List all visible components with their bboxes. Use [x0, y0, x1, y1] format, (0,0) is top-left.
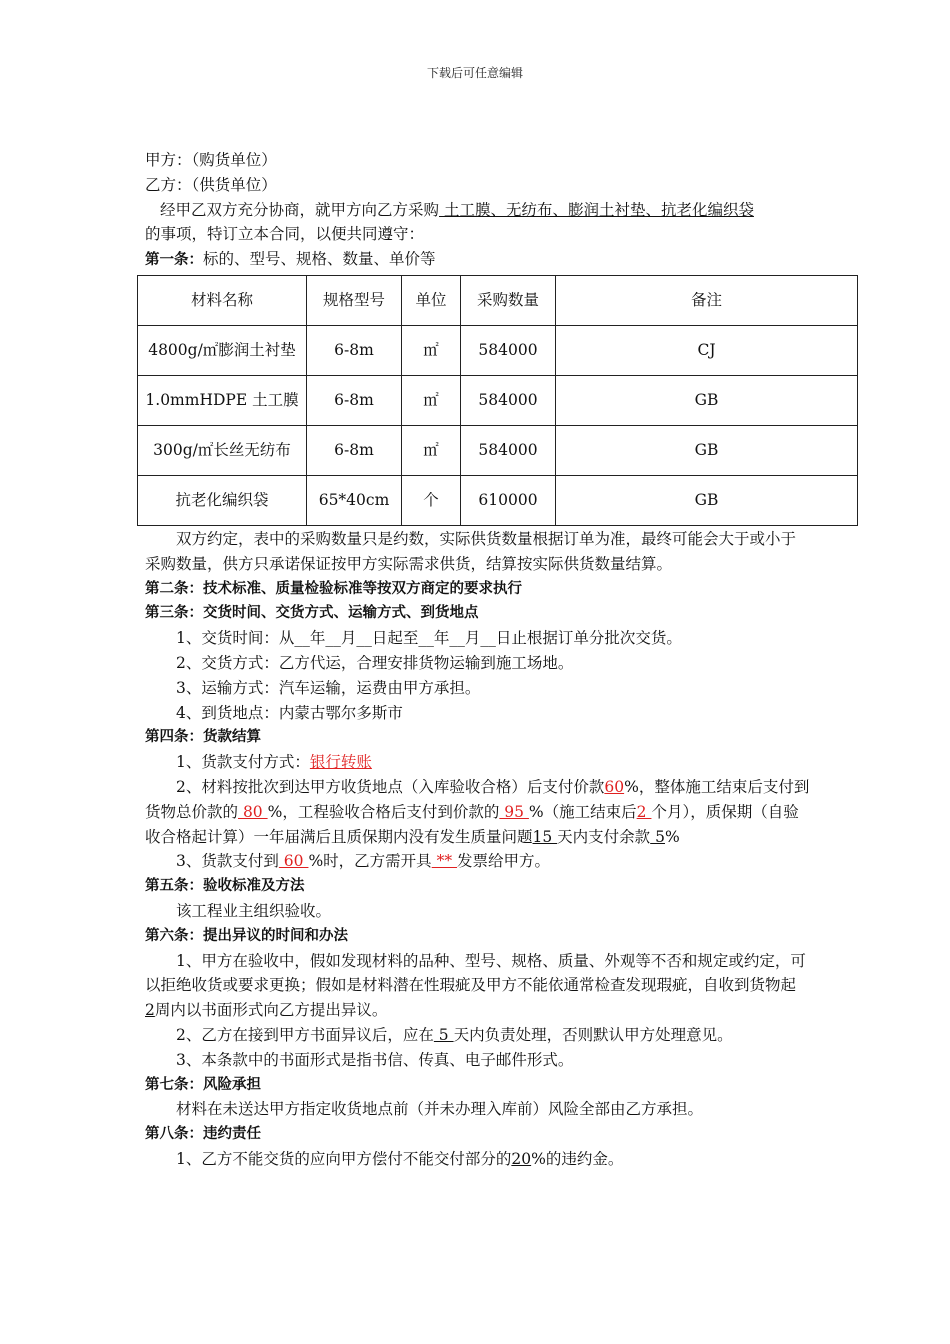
cell-unit: ㎡	[402, 325, 461, 375]
intro-paragraph	[145, 198, 810, 248]
payment-percent-balance: 5	[650, 827, 665, 846]
cell-remark: GB	[556, 475, 858, 525]
penalty-percent: 20	[511, 1149, 532, 1168]
cell-quantity: 584000	[461, 375, 556, 425]
cell-remark: CJ	[556, 325, 858, 375]
article2-title: 第二条：技术标准、质量检验标准等按双方商定的要求执行	[145, 580, 522, 597]
article6-para-1	[145, 949, 810, 1023]
cell-spec: 6-8m	[307, 375, 402, 425]
article1-title-rest: 标的、型号、规格、数量、单价等	[203, 250, 436, 269]
table-row	[138, 475, 858, 525]
payment-percent-construction: 80	[238, 802, 268, 821]
handling-days: 5	[433, 1025, 454, 1044]
article1-title	[145, 247, 810, 273]
article3-item-delivery-method: 2、交货方式：乙方代运，合理安排货物运输到施工场地。	[176, 653, 574, 672]
header-cell-unit: 单位	[402, 275, 461, 325]
table-row	[138, 325, 858, 375]
party-b-line: 乙方：（供货单位）	[145, 175, 277, 194]
header-cell-quantity: 采购数量	[461, 275, 556, 325]
payment-text-1: 2、材料按批次到达甲方收货地点（入库验收合格）后支付价款	[176, 777, 605, 796]
article8-title: 第八条：违约责任	[145, 1126, 261, 1143]
header-cell-spec: 规格型号	[307, 275, 402, 325]
cell-unit: ㎡	[402, 425, 461, 475]
intro-before: 经甲乙双方充分协商，就甲方向乙方采购	[160, 200, 440, 219]
article6-title: 第六条：提出异议的时间和办法	[145, 927, 348, 944]
header-cell-remark: 备注	[556, 275, 858, 325]
handling-text-2: 天内负责处理，否则默认甲方处理意见。	[453, 1025, 733, 1044]
cell-name: 300g/㎡长丝无纺布	[138, 425, 307, 475]
penalty-text-2: %的违约金。	[531, 1149, 624, 1168]
article8-para-1	[145, 1147, 810, 1172]
payment-text-5: 个月），质保期（自验收合格起计算）一年届满后且质保期内没有发生质量问题	[145, 802, 799, 846]
table-row	[138, 425, 858, 475]
penalty-text-1: 1、乙方不能交货的应向甲方偿付不能交付部分的	[176, 1149, 512, 1168]
article3-title: 第三条：交货时间、交货方式、运输方式、到货地点	[145, 605, 479, 622]
header-cell-name: 材料名称	[138, 275, 307, 325]
invoice-text-2: %时，乙方需开具	[308, 852, 432, 871]
cell-name: 1.0mmHDPE 土工膜	[138, 375, 307, 425]
payment-text-3: %，工程验收合格后支付到价款的	[267, 802, 500, 821]
article3-item-transport: 3、运输方式：汽车运输，运费由甲方承担。	[176, 678, 481, 697]
table-row	[138, 375, 858, 425]
article6-para-3: 3、本条款中的书面形式是指书信、传真、电子邮件形式。	[176, 1050, 574, 1069]
materials-table	[137, 275, 858, 526]
cell-spec: 6-8m	[307, 425, 402, 475]
invoice-percent: 60	[278, 852, 309, 871]
invoice-type: **	[431, 852, 458, 871]
objection-text-1: 1、甲方在验收中，假如发现材料的品种、型号、规格、质量、外观等不否和规定或约定，可以拒绝收货或要求更换；假如是材料潜在性瑕疵及甲方不能依通常检查发现瑕疵，自收到货物起	[145, 951, 806, 995]
cell-quantity: 584000	[461, 325, 556, 375]
article5-title: 第五条：验收标准及方法	[145, 878, 305, 895]
cell-unit: 个	[402, 475, 461, 525]
article4-invoice	[145, 849, 810, 874]
article1-title-bold: 第一条：	[145, 252, 203, 269]
article7-title: 第七条：风险承担	[145, 1076, 261, 1093]
article4-title: 第四条：货款结算	[145, 729, 261, 746]
cell-quantity: 610000	[461, 475, 556, 525]
intro-after: 的事项，特订立本合同，以便共同遵守：	[145, 225, 425, 244]
article3-item-delivery-time: 1、交货时间：从__年__月__日起至__年__月__日止根据订单分批次交货。	[176, 629, 682, 648]
cell-spec: 65*40cm	[307, 475, 402, 525]
payment-text-6: 天内支付余款	[557, 827, 651, 846]
article4-pay-method	[145, 750, 810, 775]
article7-text: 材料在未送达甲方指定收货地点前（并未办理入库前）风险全部由乙方承担。	[176, 1100, 704, 1119]
payment-text-2: %，整体施工结束后支付到货物总价款的	[145, 777, 810, 821]
payment-percent-first: 60	[604, 777, 625, 796]
party-a-line: 甲方：（购货单位）	[145, 151, 277, 169]
article1-note: 双方约定，表中的采购数量只是约数，实际供货数量根据订单为准，最终可能会大于或小于采购数量，供方只承诺保证按甲方实际需求供货，结算按实际供货数量结算。	[145, 529, 797, 573]
objection-weeks: 2	[145, 1001, 155, 1020]
invoice-text-3: 发票给甲方。	[457, 852, 551, 871]
objection-text-2: 周内以书面形式向乙方提出异议。	[154, 1001, 388, 1020]
cell-name: 抗老化编织袋	[138, 475, 307, 525]
table-header-row	[138, 275, 858, 325]
payment-months: 2	[636, 802, 652, 821]
payment-days: 15	[532, 827, 558, 846]
cell-quantity: 584000	[461, 425, 556, 475]
page-header-note: 下载后可任意编辑	[426, 66, 523, 80]
cell-remark: GB	[556, 375, 858, 425]
intro-items: 土工膜、无纺布、膨润土衬垫、抗老化编织袋	[439, 200, 754, 219]
cell-spec: 6-8m	[307, 325, 402, 375]
pay-method-value: 银行转账	[309, 753, 372, 772]
contract-body	[145, 148, 810, 1172]
article3-item-destination: 4、到货地点：内蒙古鄂尔多斯市	[176, 703, 403, 722]
cell-unit: ㎡	[402, 375, 461, 425]
cell-name: 4800g/㎡膨润土衬垫	[138, 325, 307, 375]
handling-text-1: 2、乙方在接到甲方书面异议后，应在	[176, 1025, 434, 1044]
article6-para-2	[145, 1023, 810, 1048]
article4-payment-schedule	[145, 775, 810, 849]
article5-text: 该工程业主组织验收。	[176, 901, 332, 920]
payment-percent-acceptance: 95	[499, 802, 529, 821]
pay-method-label: 1、货款支付方式：	[176, 753, 310, 772]
payment-text-4: %（施工结束后	[528, 802, 637, 821]
payment-text-7: %	[664, 827, 680, 846]
cell-remark: GB	[556, 425, 858, 475]
invoice-text-1: 3、货款支付到	[176, 852, 279, 871]
